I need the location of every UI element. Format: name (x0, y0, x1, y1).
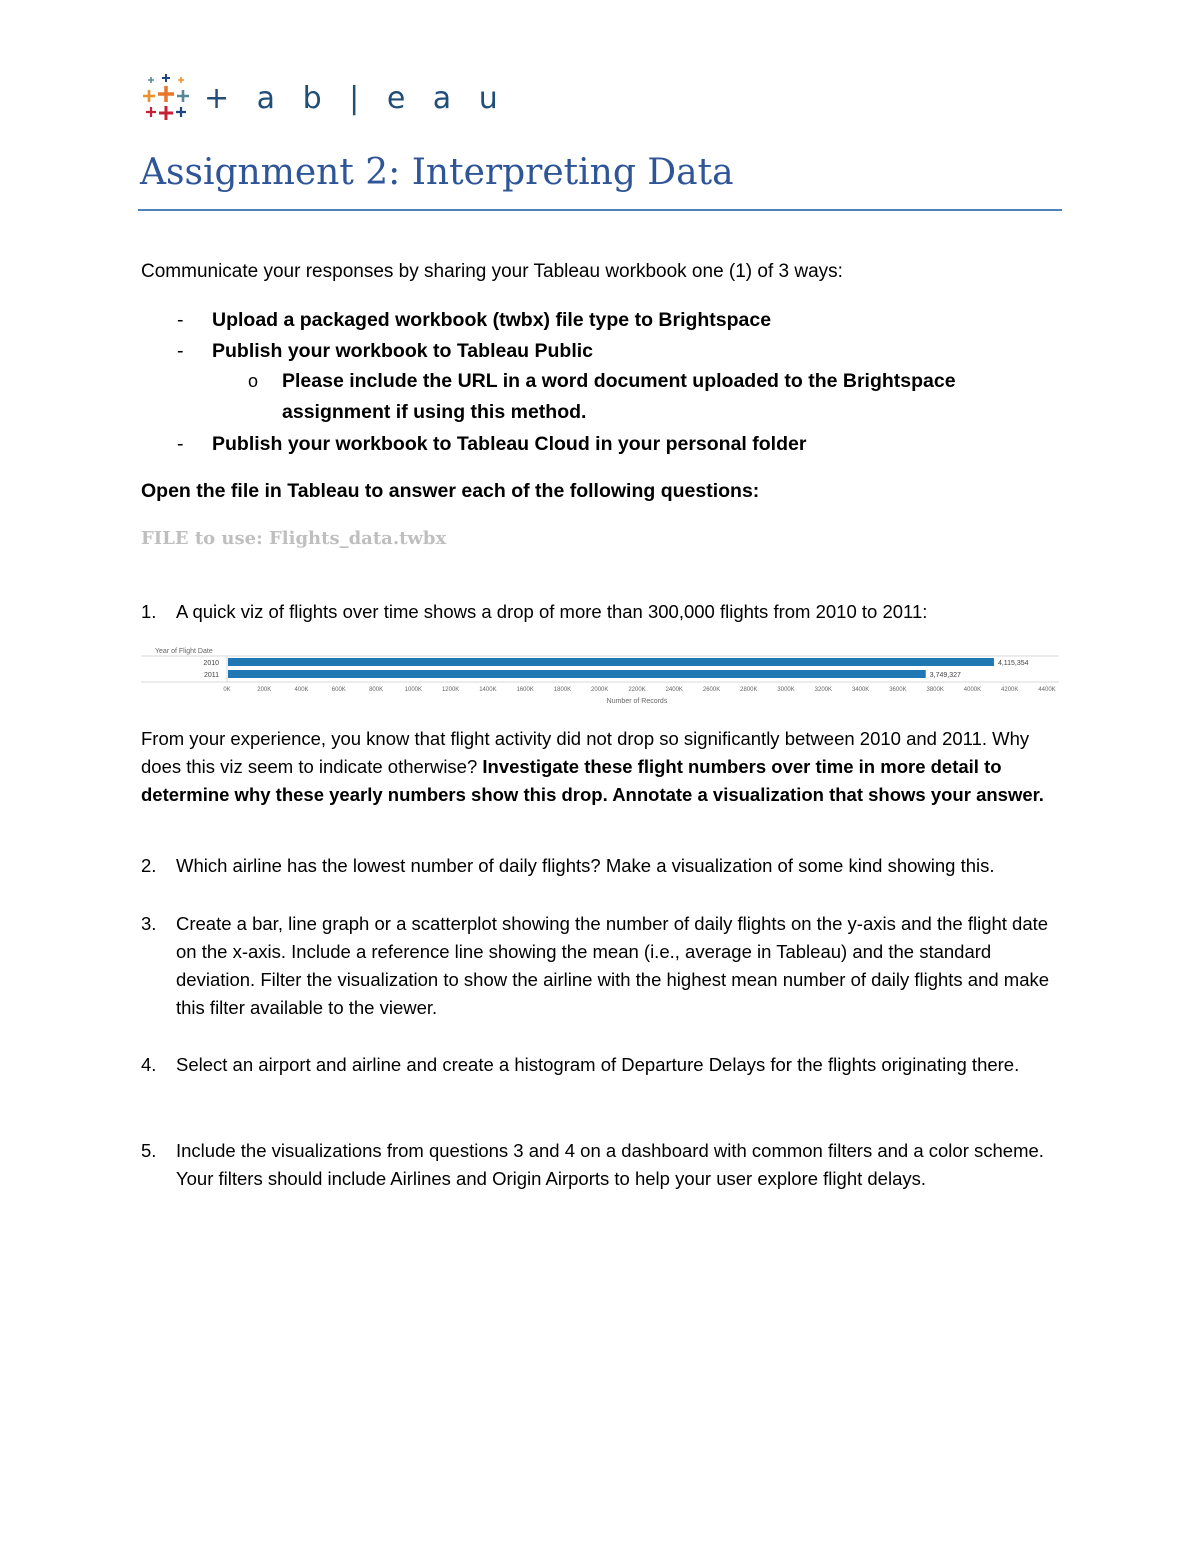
tableau-crosses-icon (140, 72, 192, 124)
question-text: Which airline has the lowest number of daily flights? Make a visualization of some kind showing this. (176, 855, 995, 876)
question-text: A quick viz of flights over time shows a drop of more than 300,000 flights from 2010 to 2011: (176, 601, 928, 622)
question-text: Include the visualizations from questions 3 and 4 on a dashboard with common filters and a color scheme. Your filters should include Airlines and Origin Airports to help your user explore flight delays. (176, 1140, 1044, 1189)
followup-plain-text: From your experience, you know that flight activity did not drop so significantly between 2010 and 2011. Why does this viz seem to indicate otherwise? (141, 728, 1030, 777)
option-item: - Publish your workbook to Tableau Public (177, 340, 594, 362)
x-tick-label: 400K (294, 687, 309, 693)
category-label: 2010 (203, 659, 219, 667)
sub-option-item (141, 366, 1061, 428)
x-tick-label: 4400K (1038, 687, 1056, 693)
question-number: 3. (141, 913, 157, 934)
tableau-logo (140, 72, 507, 124)
sub-option-text-line1: Please include the URL in a word document uploaded to the Brightspace (282, 370, 956, 392)
x-tick-label: 2200K (628, 687, 646, 693)
open-file-instruction: Open the file in Tableau to answer each of the following questions: (141, 480, 760, 502)
x-tick-label: 2000K (591, 687, 609, 693)
followup-bold-text: Investigate these flight numbers over time in more detail to determine why these yearly numbers show this drop. Annotate a visualization that shows your answer. (141, 756, 1044, 805)
x-tick-label: 1000K (404, 687, 423, 693)
x-tick-label: 1400K (479, 687, 497, 693)
x-tick-label: 3400K (851, 687, 870, 693)
option-item: - Upload a packaged workbook (twbx) file type to Brightspace (177, 309, 772, 331)
question-number: 2. (141, 855, 157, 876)
category-label: 2011 (203, 671, 219, 679)
question-text: Select an airport and airline and create a histogram of Departure Delays for the flights originating there. (176, 1054, 1020, 1075)
file-to-use: FILE to use: Flights_data.twbx (141, 528, 447, 549)
intro-text: Communicate your responses by sharing your Tableau workbook one (1) of 3 ways: (141, 261, 843, 282)
bar-2010 (228, 658, 994, 666)
x-tick-label: 1600K (516, 687, 534, 693)
option-item: - Publish your workbook to Tableau Cloud in your personal folder (177, 433, 807, 455)
question-1 (141, 598, 1066, 626)
option-text: Publish your workbook to Tableau Public (212, 340, 594, 362)
logo-wordmark: + a b | e a u (204, 80, 507, 116)
x-axis-title: Number of Records (606, 698, 668, 705)
question-2 (141, 852, 1066, 880)
x-tick-label: 4000K (963, 687, 982, 693)
question-number: 4. (141, 1054, 157, 1075)
submission-options-list (141, 308, 1061, 463)
circle-bullet-icon: o (248, 371, 259, 391)
row-header-label: Year of Flight Date (155, 648, 213, 655)
x-tick-label: 200K (257, 687, 272, 693)
x-tick-label: 3800K (926, 687, 944, 693)
x-tick-label: 3000K (777, 687, 795, 693)
sub-option-text-line2: assignment if using this method. (282, 401, 587, 423)
option-text: Upload a packaged workbook (twbx) file type to Brightspace (212, 309, 772, 331)
x-tick-label: 2400K (665, 687, 683, 693)
title-underline (138, 209, 1062, 211)
page-title: Assignment 2: Interpreting Data (140, 152, 734, 193)
data-label: 4,115,354 (997, 659, 1029, 667)
option-text: Publish your workbook to Tableau Cloud in your personal folder (212, 433, 807, 455)
x-tick-label: 3200K (814, 687, 833, 693)
question-4 (141, 1051, 1066, 1079)
x-tick-label: 3600K (889, 687, 907, 693)
x-tick-label: 4200K (1001, 687, 1019, 693)
question-5 (141, 1137, 1066, 1193)
bar-2011 (228, 670, 926, 678)
x-tick-label: 2600K (702, 687, 721, 693)
question-text: Create a bar, line graph or a scatterplot showing the number of daily flights on the y-axis and the flight date on the x-axis. Include a reference line showing the mean (i.e., average in Tableau) and the standard deviation. Filter the visualization to show the airline with the highest mean number of daily flights and make this filter available to the viewer. (176, 913, 1050, 1018)
x-tick-label: 800K (369, 687, 384, 693)
question-number: 5. (141, 1140, 157, 1161)
question-number: 1. (141, 601, 157, 622)
x-tick-label: 0K (223, 687, 231, 693)
x-tick-label: 1800K (553, 687, 572, 693)
question-1-followup (141, 725, 1066, 809)
question-3 (141, 910, 1066, 1022)
flights-by-year-bar-chart (141, 646, 1059, 708)
x-tick-label: 600K (331, 687, 346, 693)
x-tick-label: 2800K (740, 687, 758, 693)
data-label: 3,749,327 (929, 671, 961, 679)
x-tick-label: 1200K (441, 687, 460, 693)
